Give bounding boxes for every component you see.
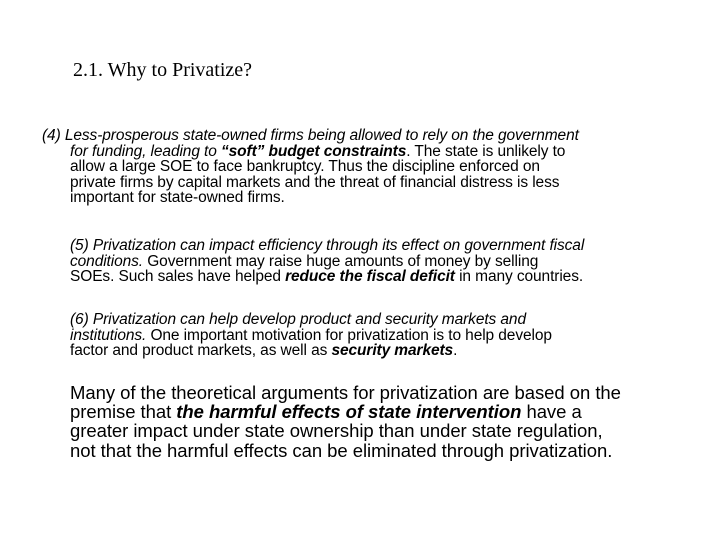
p5-line-2 [70,254,584,270]
p6-emphasis-security-markets: security markets [331,342,454,359]
p6-line-1: (6) Privatization can help develop product and security markets and [70,311,526,328]
p4-line-2 [42,144,579,160]
p6-line-2-end: One important motivation for privatization is to help develop [146,326,552,344]
p5-line-3-start: SOEs. Such sales have helped [70,268,286,285]
p5-line-2-end: Government may raise huge amounts of money by selling [143,252,539,270]
p4-line-3: allow a large SOE to face bankruptcy. Thus the discipline enforced on [70,158,540,175]
p5-line-3 [70,269,584,285]
p5-emphasis-fiscal-deficit: reduce the fiscal deficit [285,268,455,285]
p4-line-4: private firms by capital markets and the threat of financial distress is less [70,173,560,191]
slide-title: 2.1. Why to Privatize? [73,59,253,81]
summary-line-2-end: have a [521,401,582,423]
p5-line-1: (5) Privatization can impact efficiency through its effect on government fiscal [70,237,585,254]
p4-line-2-end: . The state is unlikely to [406,142,566,160]
p5-line-2-start: conditions. [70,252,144,270]
summary-line-2-start: premise that [70,401,177,423]
p6-line-3-start: factor and product markets, as well as [70,342,332,359]
p4-line-5: important for state-owned firms. [70,189,285,206]
summary-line-2 [70,402,621,421]
summary-line-3: greater impact under state ownership than under state regulation, [70,420,603,442]
p6-line-2-start: institutions. [70,326,147,344]
summary-paragraph [70,383,621,460]
paragraph-4 [42,128,579,206]
paragraph-5 [70,238,584,285]
p6-line-2 [70,328,552,344]
p4-line-1: (4) Less-prosperous state-owned firms being allowed to rely on the government [42,127,579,144]
summary-line-4: not that the harmful effects can be eliminated through privatization. [70,439,613,461]
p6-line-3-end: . [453,342,458,359]
p6-line-3 [70,343,552,359]
paragraph-6 [70,312,552,359]
p4-line-2-start: for funding, leading to [70,142,221,160]
p4-emphasis-soft-budget: “soft” budget constraints [221,142,407,160]
summary-emphasis-harmful-effects: the harmful effects of state intervention [176,401,522,423]
p5-line-3-end: in many countries. [454,268,584,285]
summary-line-1: Many of the theoretical arguments for privatization are based on the [70,382,621,403]
